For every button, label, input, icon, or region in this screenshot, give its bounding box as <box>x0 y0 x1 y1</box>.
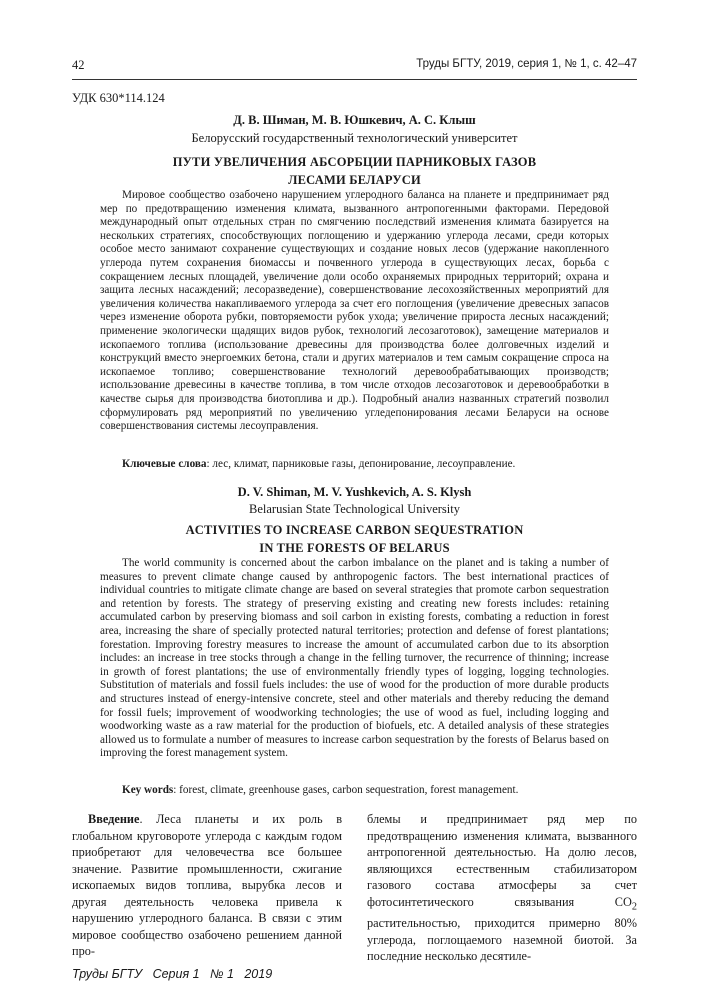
en-affiliation: Belarusian State Technological University <box>249 502 460 516</box>
page-header <box>72 58 637 76</box>
en-keywords <box>100 784 609 798</box>
ru-keywords-text: : лес, климат, парниковые газы, депонирование, лесоуправление. <box>206 458 516 470</box>
header-rule <box>72 79 637 80</box>
ru-authors: Д. В. Шиман, М. В. Юшкевич, А. С. Клыш <box>233 113 476 127</box>
udk-code: УДК 630*114.124 <box>72 91 165 105</box>
co2-subscript: 2 <box>631 900 637 912</box>
ru-title-line1: ПУТИ УВЕЛИЧЕНИЯ АБСОРБЦИИ ПАРНИКОВЫХ ГАЗОВ <box>172 155 537 169</box>
en-authors: D. V. Shiman, M. V. Yushkevich, A. S. Klysh <box>237 485 472 499</box>
body-left-column <box>72 811 342 960</box>
right-text-a: блемы и предпринимает ряд мер по предотвращению изменения климата, вызванного антропогенной деятельностью. На долю лесов, являющихся естественным стабилизатором газового состава атмосферы за счет фотосинтетического связывания CO <box>367 812 637 909</box>
en-keywords-label: Key words <box>122 784 174 796</box>
ru-abstract: Мировое сообщество озабочено нарушением углеродного баланса на планете и предпринимает ряд мер по предотвращению изменения климата, вызванного антропогенными факторами. Передовой международный опыт отдельных стран по смягчению последствий изменения климата базируется на нескольких стратегиях, способствующих поглощению и удержанию углерода лесами, среди которых особое место занимают сохранение существующих и создание новых лесов (удержание накопленного углерода путем сохранения биомассы и почвенного углерода в существующих лесах, борьба с сокращением лесных площадей, увеличение доли особо охраняемых природных территорий; охрана и защита лесных насаждений; лесоразведение), совершенствование лесохозяйственных мероприятий для увеличения количества накапливаемого углерода за счет его поглощения (увеличение древесных запасов через изменение оборота рубки, повторяемости рубок ухода; увеличение прироста лесных насаждений; применение экологически щадящих видов рубок, технологий лесозаготовок), замещение материалов и ископаемого топлива (использование древесины для производства более долговечных изделий и конструкций вместо энергоемких бетона, стали и других материалов и тем самым сокращение спроса на ископаемое топливо; совершенствование технологий деревообрабатывающих производств; использование древесины в качестве топлива, в том числе отходов лесозаготовок и деревообработки в качестве сырья для производства биотоплива и др.). Подробный анализ названных стратегий позволил сформулировать ряд мероприятий по увеличению угледепонирования лесами Беларуси на основе совершенствования системы лесоуправления. <box>100 189 609 433</box>
right-text-b: растительностью, приходится примерно 80% углерода, поглощаемого наземной биотой. За последние несколько десятиле- <box>367 916 637 964</box>
intro-heading: Введение <box>88 812 140 826</box>
page-number: 42 <box>72 58 85 72</box>
page-footer: Труды БГТУ Серия 1 № 1 2019 <box>72 967 273 981</box>
body-columns <box>72 811 637 964</box>
en-abstract: The world community is concerned about the carbon imbalance on the planet and is taking a number of measures to prevent climate change caused by anthropogenic factors. The best international practices of individual countries to mitigate climate change are based on several strategies that promote carbon sequestration and retention by forests. The strategy of preserving existing and creating new forests includes: retaining accumulated carbon by preserving biomass and soil carbon in existing forests, combating a reduction in forest area, increasing the share of specially protected natural territories; protection and defense of forest plantations; forestation. Improving forestry measures to increase the amount of accumulated carbon due to its absorption includes: an increase in tree stocks through a change in the felling turnover, the recurrence of thinning; increase in growth of forest plantations; the use of environmentally friendly types of logging, logging technologies. Substitution of materials and fossil fuels includes: the use of wood for the production of more durable products and structures instead of energy-intensive concrete, steel and other materials and thereby reducing the demand for fossil fuels; improvement of woodworking technologies; the use of wood as fuel, including logging and woodworking waste as a raw material for the production of biofuels, etc. A detailed analysis of these strategies allowed us to formulate a number of measures to increase carbon sequestration by the forests of Belarus based on improving the forest management system. <box>100 557 609 760</box>
intro-text: . Леса планеты и их роль в глобальном круговороте углерода с каждым годом приобретают для человечества все большее значение. Развитие промышленности, сжигание ископаемых видов топлива, вырубка лесов и другая деятельность человека привела к нарушению углеродного баланса. В связи с этим мировое сообщество озабочено решением данной про- <box>72 812 342 958</box>
running-title: Труды БГТУ, 2019, серия 1, № 1, с. 42–47 <box>416 58 637 70</box>
ru-title-line2: ЛЕСАМИ БЕЛАРУСИ <box>288 173 421 187</box>
en-title <box>72 521 637 557</box>
en-title-line2: IN THE FORESTS OF BELARUS <box>259 541 450 555</box>
en-title-line1: ACTIVITIES TO INCREASE CARBON SEQUESTRATION <box>185 523 524 537</box>
en-keywords-text: : forest, climate, greenhouse gases, carbon sequestration, forest management. <box>173 784 519 796</box>
ru-title <box>72 153 637 189</box>
ru-keywords <box>100 458 609 472</box>
ru-keywords-label: Ключевые слова <box>122 458 207 470</box>
body-right-column <box>367 811 637 965</box>
ru-affiliation: Белорусский государственный технологический университет <box>191 131 518 145</box>
